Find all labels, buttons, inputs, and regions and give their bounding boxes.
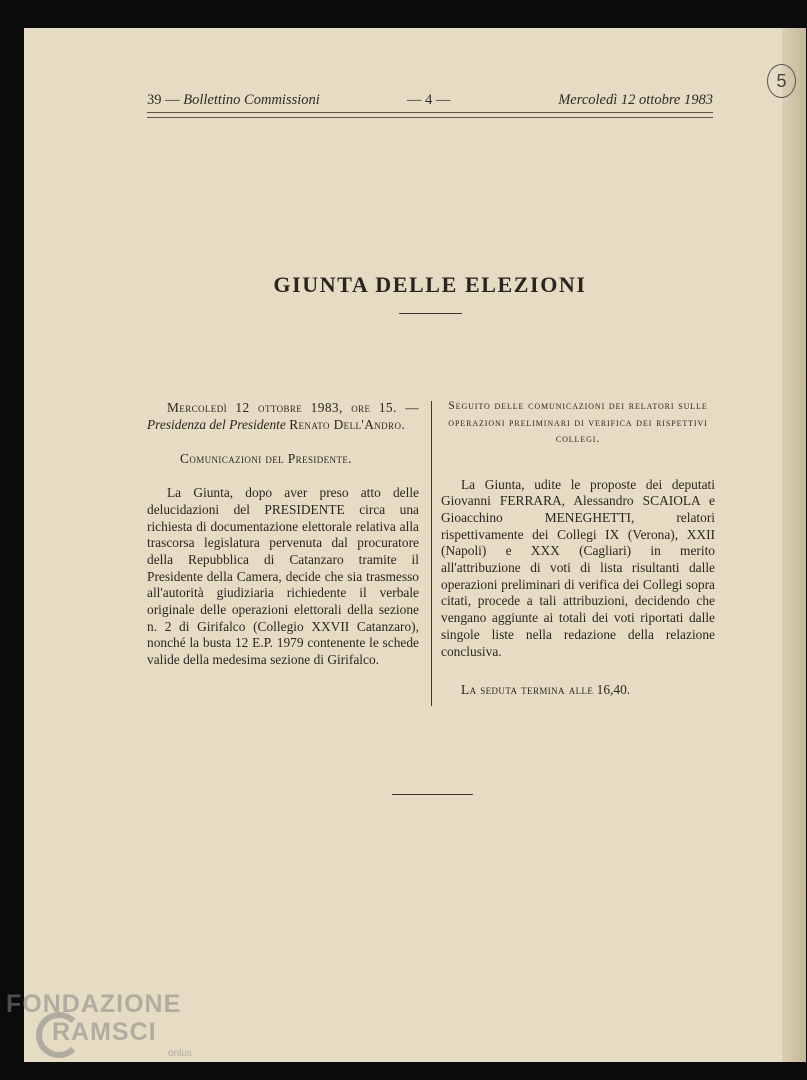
column-divider [431,401,432,706]
header-left [147,92,320,109]
handwritten-page-number: 5 [767,64,796,98]
header-page-number: — 4 — [407,92,451,108]
right-column [441,398,715,699]
page-edge-shadow [782,28,806,1062]
watermark-line-3: onlus [168,1048,192,1059]
closing-label: La seduta termina alle [461,682,594,698]
header-date: Mercoledì 12 ottobre 1983 [558,92,713,108]
end-rule [392,794,473,795]
right-body-text: La Giunta, udite le proposte dei deputati Giovanni FERRARA, Alessandro SCAIOLA e Gioacchino MENEGHETTI, relatori rispettivamente dei Collegi IX (Verona), XXII (Napoli) e XXX (Cagliari) in merito all'attribuzione di voti di lista risultanti dalle operazioni preliminari di verifica dei Collegi sopra citati, procede a tali attribuzioni, decidendo che vengano aggiunte ai totali dei voti riportati dalle singole liste nella redazione della relazione conclusiva. [441,476,715,659]
header-issue-number: 39 — [147,92,180,108]
session-opening [147,400,419,433]
closing-time: 16,40. [596,682,631,698]
watermark-line-2: RAMSCI [52,1018,157,1046]
page-title: GIUNTA DELLE ELEZIONI [273,272,587,297]
header-double-rule [147,112,713,118]
fondazione-gramsci-watermark [6,990,216,1074]
right-section-heading: Seguito delle comunicazioni dei relatori sulle operazioni preliminari di verifica dei rispettivi collegi. [448,399,708,445]
section-heading: Comunicazioni del Presidente. [180,451,353,467]
left-column [147,400,419,669]
title-underline [399,313,462,314]
running-header [147,92,713,112]
presidency-label: Presidenza del Presidente [147,416,286,432]
watermark-line-1: FONDAZIONE [6,990,182,1018]
closing-line [441,682,715,699]
header-publication-title: Bollettino Commissioni [183,92,320,108]
left-body-text: La Giunta, dopo aver preso atto delle delucidazioni del PRESIDENTE circa una richiesta di documentazione elettorale relativa alla trascorsa legislatura pervenuta dal procuratore della Repubblica di Catanzaro tramite il Presidente della Camera, decide che sia trasmesso all'autorità giudiziaria richiedente il verbale originale delle operazioni elettorali della sezione n. 2 di Girifalco (Collegio XXVII Catanzaro), nonché la busta 12 E.P. 1979 contenente le schede valide della medesima sezione di Girifalco. [147,485,419,668]
session-date-line: Mercoledì 12 ottobre 1983, ore 15. — [167,400,419,415]
presidency-name: Renato Dell'Andro. [289,416,406,432]
